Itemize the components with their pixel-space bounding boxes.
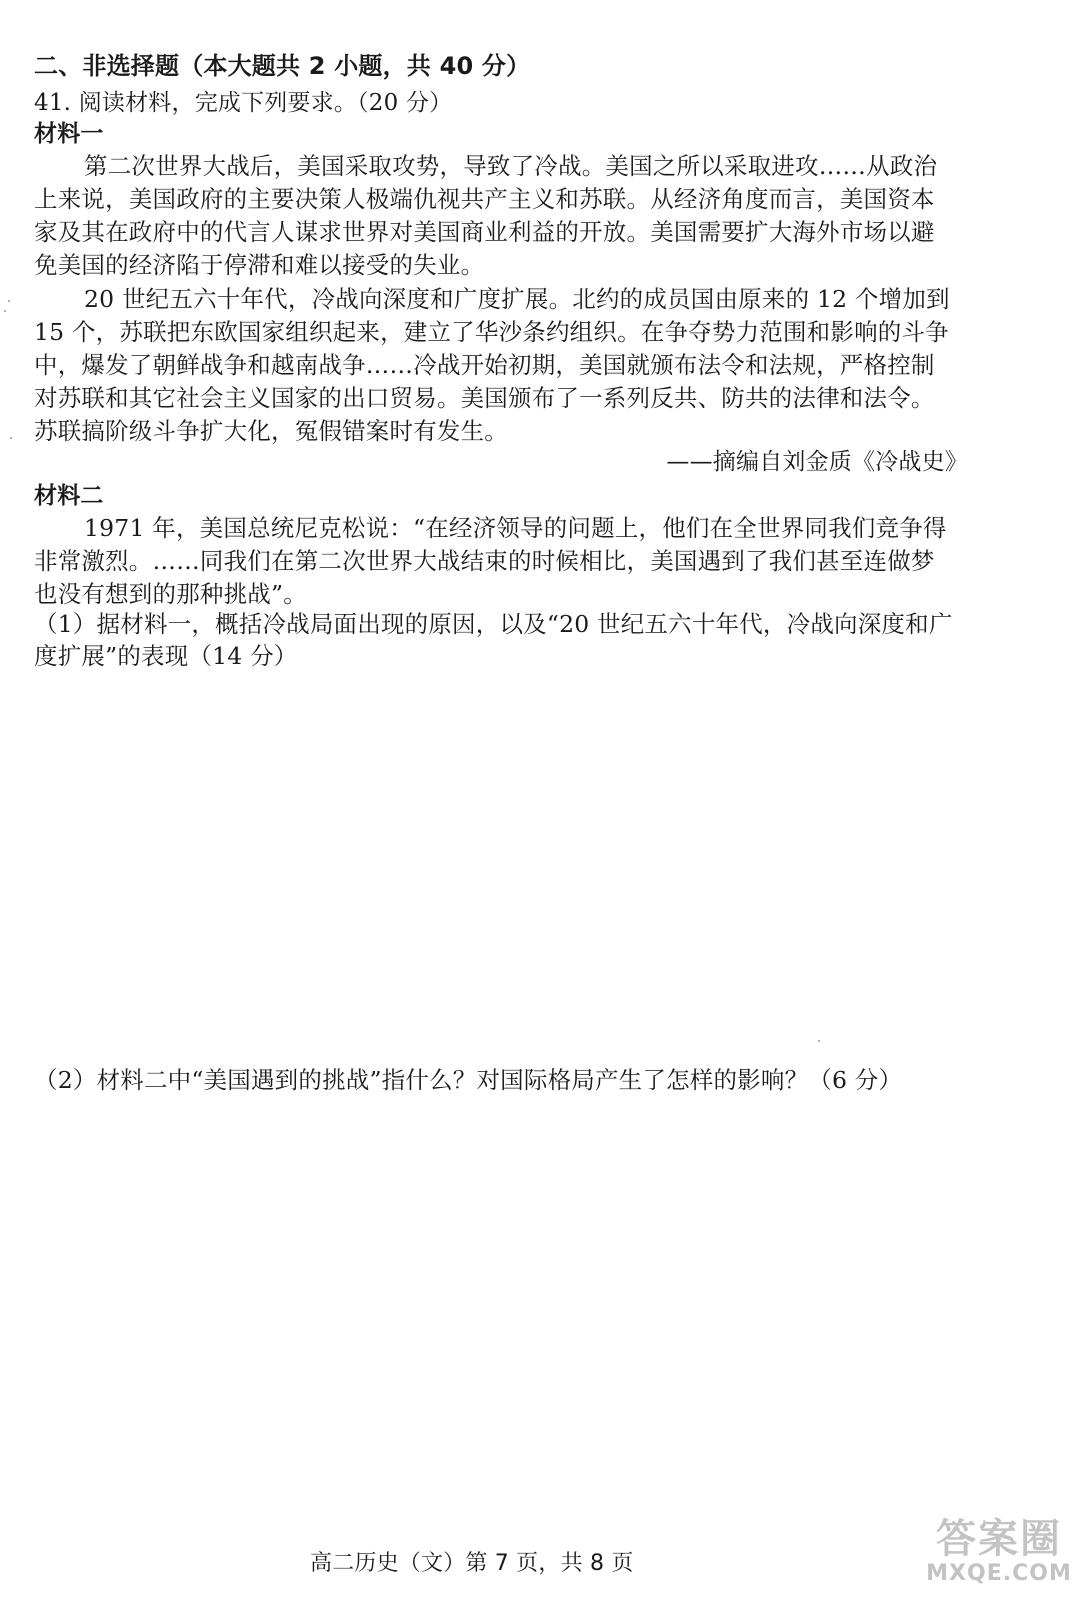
watermark-logo [924, 1517, 1074, 1595]
page-footer: 高二历史（文）第 7 页，共 8 页 [310, 1551, 634, 1576]
material1-line: 家及其在政府中的代言人谋求世界对美国商业利益的开放。美国需要扩大海外市场以避 [34, 218, 935, 246]
material1-line: 20 世纪五六十年代，冷战向深度和广度扩展。北约的成员国由原来的 12 个增加到 [84, 285, 950, 313]
material1-heading: 材料一 [34, 121, 104, 147]
material1-line: 上来说，美国政府的主要决策人极端仇视共产主义和苏联。从经济角度而言，美国资本 [34, 185, 935, 213]
question-intro: 41. 阅读材料，完成下列要求。（20 分） [34, 90, 453, 116]
subquestion-1-line: （1）据材料一，概括冷战局面出现的原因，以及“20 世纪五六十年代，冷战向深度和广 [34, 610, 953, 638]
subquestion-2: （2）材料二中“美国遇到的挑战”指什么？对国际格局产生了怎样的影响？（6 分） [34, 1066, 903, 1094]
material1-line: 15 个，苏联把东欧国家组织起来，建立了华沙条约组织。在争夺势力范围和影响的斗争 [34, 318, 949, 346]
material1-line: 对苏联和其它社会主义国家的出口贸易。美国颁布了一系列反共、防共的法律和法令。 [34, 384, 935, 412]
material2-line: 1971 年，美国总统尼克松说：“在经济领导的问题上，他们在全世界同我们竞争得 [84, 514, 947, 542]
watermark-logo-text: 答案圈 [936, 1516, 1062, 1562]
material2-line: 非常激烈。……同我们在第二次世界大战结束的时候相比，美国遇到了我们甚至连做梦 [34, 547, 935, 575]
subquestion-1-line: 度扩展”的表现（14 分） [34, 642, 298, 670]
material1-line: 苏联搞阶级斗争扩大化，冤假错案时有发生。 [34, 417, 508, 445]
material1-line: 免美国的经济陷于停滞和难以接受的失业。 [34, 251, 485, 279]
material1-line: 第二次世界大战后，美国采取攻势，导致了冷战。美国之所以采取进攻……从政治 [84, 152, 938, 180]
material1-line: 中，爆发了朝鲜战争和越南战争……冷战开始初期，美国就颁布法令和法规，严格控制 [34, 351, 935, 379]
material1-source: ——摘编自刘金质《冷战史》 [666, 449, 968, 475]
material2-line: 也没有想到的那种挑战”。 [34, 580, 307, 608]
material2-heading: 材料二 [34, 483, 104, 509]
section-title: 二、非选择题（本大题共 2 小题，共 40 分） [34, 52, 531, 80]
watermark-site: MXQE.COM [926, 1561, 1072, 1586]
